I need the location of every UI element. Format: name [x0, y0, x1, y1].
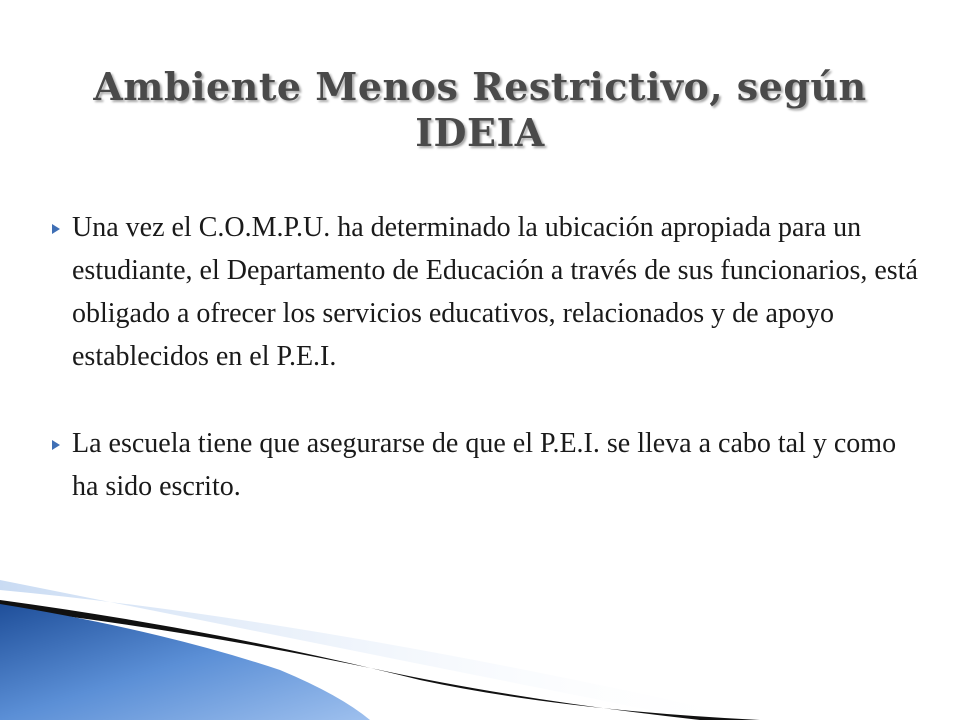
bullet-text: Una vez el C.O.M.P.U. ha determinado la ubicación apropiada para un estudiante, el Departamento de Educación a través de sus funcionarios, está obligado a ofrecer los servicios educativos, relacionados y de apoyo establecidos en el P.E.I.	[72, 212, 918, 372]
slide-title: Ambiente Menos Restrictivo, según IDEIA	[93, 64, 867, 155]
bullet-item	[48, 206, 928, 378]
triangle-right-icon	[52, 224, 60, 234]
bullet-text: La escuela tiene que asegurarse de que el P.E.I. se lleva a cabo tal y como ha sido escrito.	[72, 428, 897, 502]
bullet-item	[48, 422, 928, 508]
blue-wedge	[0, 604, 370, 720]
bullet-list	[48, 206, 928, 552]
triangle-right-icon	[52, 440, 60, 450]
decorative-swoosh	[0, 560, 960, 720]
